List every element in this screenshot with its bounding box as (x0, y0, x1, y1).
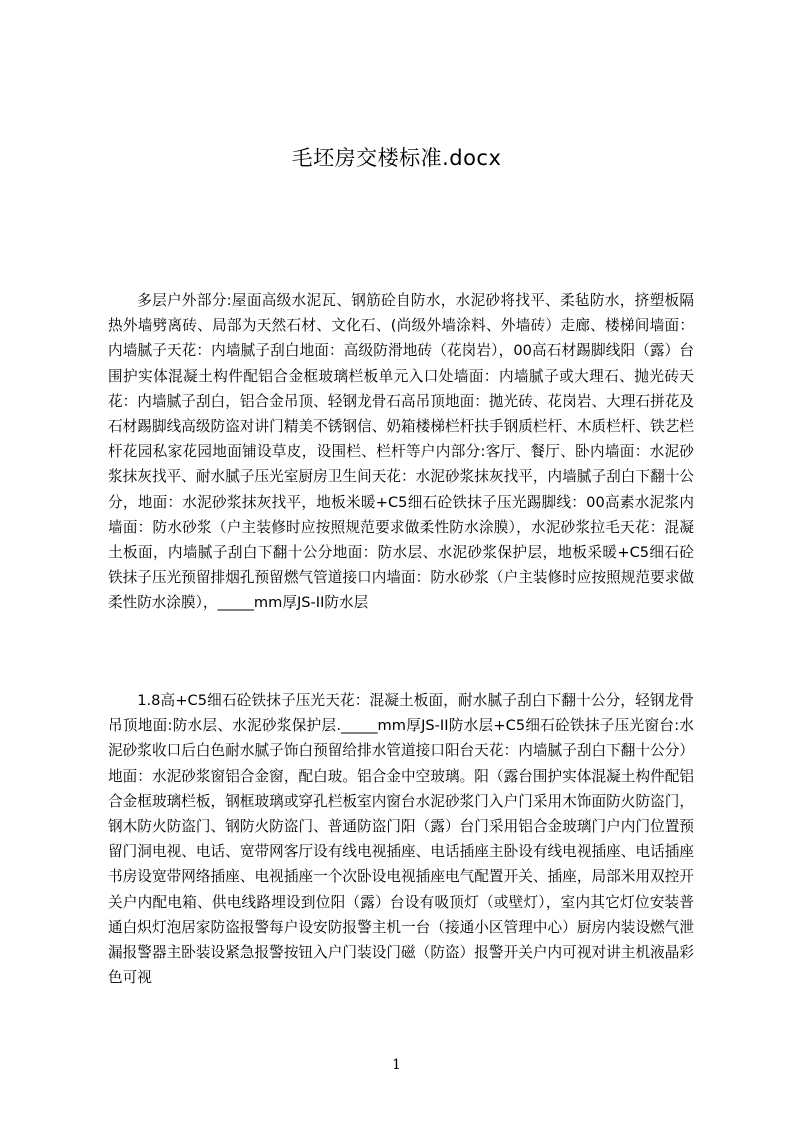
body-paragraph-2: 1.8高+C5细石砼铁抹子压光天花：混凝土板面，耐水腻子刮白下翻十公分，轻钢龙骨吊顶地面:防水层、水泥砂浆保护层._____mm厚JS-II防水层+C5细石砼铁抹子压光窗台:水泥砂浆收口后白色耐水腻子饰白预留给排水管道接口阳台天花：内墙腻子刮白下翻十公分）地面：水泥砂浆窗铝合金窗，配白玻。铝合金中空玻璃。阳（露台围护实体混凝土构件配铝合金框玻璃栏板，钢框玻璃或穿孔栏板室内窗台水泥砂浆门入户门采用木饰面防火防盗门，钢木防火防盗门、钢防火防盗门、普通防盗门阳（露）台门采用铝合金玻璃门户内门位置预留门洞电视、电话、宽带网客厅设有线电视插座、电话插座主卧设有线电视插座、电话插座书房设宽带网络插座、电视插座一个次卧设电视插座电气配置开关、插座，局部米用双控开关户内配电箱、供电线路埋设到位阳（露）台设有吸顶灯（或壁灯），室内其它灯位安装普通白炽灯泡居家防盗报警每户设安防报警主机一台（接通小区管理中心）厨房内装设燃气泄漏报警器主卧装设紧急报警按钮入户门装设门磁（防盗）报警开关户内可视对讲主机液晶彩色可视 (108, 692, 694, 987)
document-title: 毛坯房交楼标准.docx (291, 146, 502, 170)
page-number: 1 (392, 1057, 401, 1073)
body-paragraph-1: 多层户外部分:屋面高级水泥瓦、钢筋砼自防水，水泥砂将找平、柔毡防水，挤塑板隔热外墙劈离砖、局部为天然石材、文化石、(尚级外墙涂料、外墙砖）走廊、楼梯间墙面：内墙腻子天花：内墙腻子刮白地面：高级防滑地砖（花岗岩），00高石材踢脚线阳（露）台围护实体混凝土构件配铝合金框玻璃栏板单元入口处墙面：内墙腻子或大理石、抛光砖天花：内墙腻子刮白，铝合金吊顶、轻钢龙骨石高吊顶地面：拋光砖、花岗岩、大理石拼花及石材踢脚线高级防盗对讲门精美不锈钢信、奶箱楼梯栏杆扶手钢质栏杆、木质栏杆、铁艺栏杆花园私家花园地面铺设草皮，设围栏、栏杆等户内部分:客厅、餐厅、卧内墙面：水泥砂浆抹灰找平、耐水腻子压光室厨房卫生间天花：水泥砂浆抹灰找平，内墙腻子刮白下翻十公分，地面：水泥砂浆抹灰找平，地板米暖+C5细石砼铁抹子压光踢脚线：00高素水泥浆内墙面：防水砂浆（户主装修时应按照规范要求做柔性防水涂膜），水泥砂浆拉毛天花：混凝土板面，内墙腻子刮白下翻十公分地面：防水层、水泥砂浆保护层，地板采暖+C5细石砼铁抹子压光预留排烟孔预留燃气管道接口内墙面：防水砂浆（户主装修时应按照规范要求做柔性防水涂膜），_____mm厚JS-II防水层 (108, 292, 694, 612)
